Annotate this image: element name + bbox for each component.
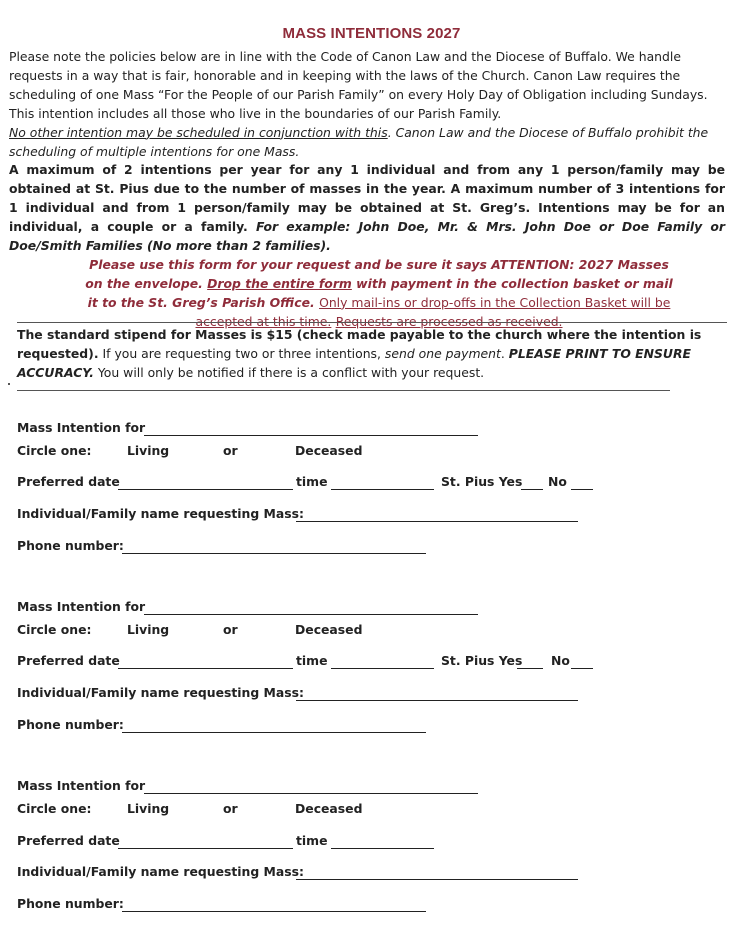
stipend-text-1: If you are requesting two or three intentions, — [102, 346, 381, 361]
phone-field[interactable] — [122, 911, 426, 912]
maximum-rule-example: For example: John Doe, Mr. & Mrs. John Doe or Doe Family or Doe/Smith Families (No more than 2 families). — [9, 219, 725, 254]
phone-field[interactable] — [122, 732, 426, 733]
phone-label: Phone number: — [17, 717, 124, 732]
or-label: or — [223, 622, 238, 637]
stipend-info — [17, 325, 729, 382]
or-label: or — [223, 801, 238, 816]
notice-processed: Requests are processed as received. — [335, 313, 563, 329]
policy-paragraph: Please note the policies below are in line with the Code of Canon Law and the Diocese of Buffalo. We handle requests in a way that is fair, honorable and in keeping with the laws of the Church. Canon Law requires the scheduling of one Mass “For the People of our Parish Family” on every Holy Day of Obligation including Sundays. This intention includes all those who live in the boundaries of our Parish Family. — [9, 49, 708, 121]
deceased-option[interactable]: Deceased — [295, 443, 363, 458]
divider-bottom — [17, 390, 670, 391]
intention-for-label: Mass Intention for — [17, 420, 146, 435]
divider-top — [17, 322, 727, 323]
st-pius-yes-field[interactable] — [517, 668, 543, 669]
notice-envelope: Please use this form for your request and be sure it says ATTENTION: 2027 Masses on the envelope. — [85, 256, 669, 291]
phone-field[interactable] — [122, 553, 426, 554]
st-pius-no-label: No — [551, 653, 570, 668]
circle-one-label: Circle one: — [17, 801, 92, 816]
phone-label: Phone number: — [17, 538, 124, 553]
preferred-date-field[interactable] — [118, 848, 293, 849]
divider-dot — [8, 383, 10, 385]
intention-for-field[interactable] — [144, 793, 478, 794]
st-pius-yes-label: St. Pius Yes — [441, 474, 523, 489]
time-label: time — [296, 653, 328, 668]
st-pius-yes-label: St. Pius Yes — [441, 653, 523, 668]
phone-label: Phone number: — [17, 896, 124, 911]
stipend-amount: The standard stipend for Masses is $15 (check made payable to the church where the intention is requested). — [17, 327, 702, 361]
time-label: time — [296, 833, 328, 848]
notice-drop-form: Drop the entire form — [207, 275, 352, 291]
notice-mail-ins: Only mail-ins or drop-offs in the Collection Basket will be accepted at this time. — [195, 294, 671, 329]
policy-intro — [9, 48, 725, 332]
preferred-date-label: Preferred date — [17, 474, 120, 489]
stipend-text-3: You will only be notified if there is a conflict with your request. — [97, 365, 485, 380]
time-label: time — [296, 474, 328, 489]
conjunction-rule — [9, 124, 725, 162]
intention-for-field[interactable] — [144, 614, 478, 615]
preferred-date-label: Preferred date — [17, 653, 120, 668]
intention-for-field[interactable] — [144, 435, 478, 436]
print-notice: PLEASE PRINT TO ENSURE ACCURACY. — [17, 346, 691, 380]
deceased-option[interactable]: Deceased — [295, 801, 363, 816]
deceased-option[interactable]: Deceased — [295, 622, 363, 637]
preferred-date-label: Preferred date — [17, 833, 120, 848]
preferred-date-field[interactable] — [118, 489, 293, 490]
stipend-period: . — [500, 346, 505, 361]
submission-notice — [79, 256, 679, 332]
requesting-field[interactable] — [296, 521, 578, 522]
maximum-rule — [9, 161, 725, 256]
requesting-label: Individual/Family name requesting Mass: — [17, 864, 304, 879]
requesting-field[interactable] — [296, 879, 578, 880]
requesting-field[interactable] — [296, 700, 578, 701]
time-field[interactable] — [331, 489, 434, 490]
st-pius-yes-field[interactable] — [521, 489, 543, 490]
preferred-date-field[interactable] — [118, 668, 293, 669]
notice-payment: with payment in the collection basket or mail it to the St. Greg’s Parish Office. — [87, 275, 673, 310]
intention-for-label: Mass Intention for — [17, 778, 146, 793]
living-option[interactable]: Living — [127, 443, 170, 458]
requesting-label: Individual/Family name requesting Mass: — [17, 506, 304, 521]
time-field[interactable] — [331, 848, 434, 849]
conjunction-rule-underlined: No other intention may be scheduled in conjunction with this — [9, 124, 388, 140]
or-label: or — [223, 443, 238, 458]
circle-one-label: Circle one: — [17, 443, 92, 458]
stipend-one-payment: send one payment — [384, 346, 501, 361]
st-pius-no-label: No — [548, 474, 567, 489]
st-pius-no-field[interactable] — [571, 489, 593, 490]
circle-one-label: Circle one: — [17, 622, 92, 637]
intention-for-label: Mass Intention for — [17, 599, 146, 614]
living-option[interactable]: Living — [127, 622, 170, 637]
requesting-label: Individual/Family name requesting Mass: — [17, 685, 304, 700]
time-field[interactable] — [331, 668, 434, 669]
maximum-rule-text: A maximum of 2 intentions per year for any 1 individual and from any 1 person/family may be obtained at St. Pius due to the number of masses in the year. A maximum number of 3 intentions for 1 individual and from 1 person/family may be obtained at St. Greg’s. Intentions may be for an individual, a couple or a family. — [9, 162, 725, 235]
page-title: MASS INTENTIONS 2027 — [282, 25, 461, 42]
st-pius-no-field[interactable] — [571, 668, 593, 669]
conjunction-rule-rest: . Canon Law and the Diocese of Buffalo prohibit the scheduling of multiple intentions for one Mass. — [9, 124, 709, 159]
living-option[interactable]: Living — [127, 801, 170, 816]
